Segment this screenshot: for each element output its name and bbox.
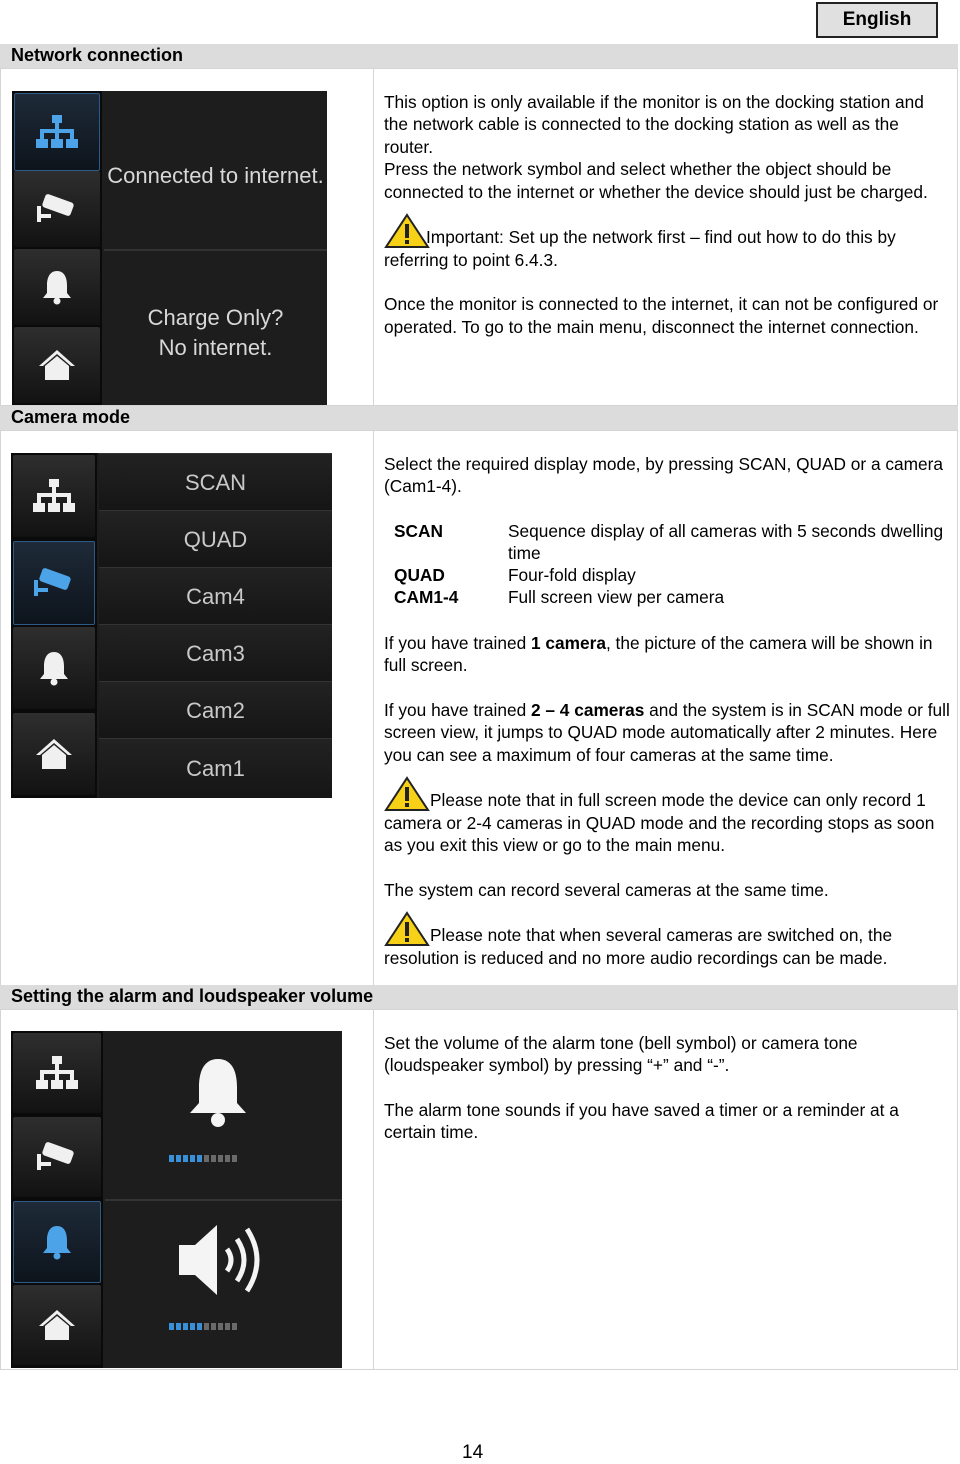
- menu-item-cam2[interactable]: Cam2: [99, 681, 332, 739]
- bell-nav-button[interactable]: [14, 249, 100, 325]
- network-screen: [12, 91, 327, 405]
- camera-icon: [35, 192, 79, 226]
- warning-icon: [384, 776, 430, 812]
- volume-segment: [183, 1323, 188, 1330]
- bell-icon: [40, 269, 74, 305]
- volume-segment: [197, 1323, 202, 1330]
- alarm-description: [384, 1032, 952, 1144]
- alarm-volume-control[interactable]: [105, 1031, 342, 1197]
- network-icon: [33, 478, 75, 514]
- screen-divider: [104, 249, 327, 251]
- resolution-note-text: Please note that when several cameras are switched on, the resolution is reduced and no more audio recordings can be made.: [384, 925, 893, 969]
- mode-desc-cam: Full screen view per camera: [508, 587, 725, 607]
- charge-only-option[interactable]: [104, 303, 327, 363]
- volume-segment: [204, 1323, 209, 1330]
- several-cameras-paragraph: The system can record several cameras at the same time.: [384, 879, 829, 900]
- home-nav-button[interactable]: [13, 713, 95, 795]
- text-emphasis: 2 – 4 cameras: [530, 699, 645, 720]
- camera-nav-button[interactable]: [13, 541, 95, 625]
- volume-segment: [225, 1155, 230, 1162]
- network-icon: [36, 1055, 78, 1091]
- text-run: If you have trained: [384, 633, 531, 653]
- speaker-volume-bar: [169, 1323, 237, 1330]
- bell-icon: [37, 650, 71, 686]
- large-bell-icon: [187, 1057, 249, 1129]
- volume-segment: [211, 1323, 216, 1330]
- network-paragraph-2: Press the network symbol and select whether the object should be connected to the internet or whether the device should just be charged.: [384, 159, 928, 202]
- text-emphasis: 1 camera: [530, 633, 606, 653]
- camera-intro-text: Select the required display mode, by pressing SCAN, QUAD or a camera (Cam1-4).: [384, 454, 944, 497]
- camera-mode-screen: [11, 453, 332, 798]
- bell-icon: [40, 1224, 74, 1260]
- language-label: English: [816, 2, 938, 38]
- network-paragraph-1: This option is only available if the monitor is on the docking station and the network cable is connected to the docking station as well as the router.: [384, 92, 924, 157]
- mode-list: [394, 520, 954, 612]
- no-internet-text: No internet.: [158, 335, 273, 360]
- camera-menu: [99, 453, 332, 798]
- warning-icon: [384, 213, 430, 249]
- mode-key-cam: CAM1-4: [394, 587, 459, 607]
- menu-item-cam3[interactable]: Cam3: [99, 624, 332, 682]
- volume-segment: [183, 1155, 188, 1162]
- volume-segment: [176, 1155, 181, 1162]
- camera-icon: [35, 1140, 79, 1174]
- alarm-paragraph-2: The alarm tone sounds if you have saved a timer or a reminder at a certain time.: [384, 1099, 899, 1143]
- mode-key-scan: SCAN: [394, 521, 443, 541]
- home-nav-button[interactable]: [14, 327, 100, 403]
- volume-segment: [169, 1323, 174, 1330]
- volume-segment: [176, 1323, 181, 1330]
- record-note: [384, 776, 952, 857]
- volume-segment: [211, 1155, 216, 1162]
- home-nav-button[interactable]: [13, 1285, 101, 1365]
- network-nav-button[interactable]: [14, 93, 100, 171]
- network-important: [384, 213, 952, 271]
- menu-item-cam4[interactable]: Cam4: [99, 567, 332, 625]
- volume-segment: [169, 1155, 174, 1162]
- multi-camera-paragraph: [384, 699, 952, 766]
- volume-segment: [232, 1155, 237, 1162]
- warning-icon: [384, 911, 430, 947]
- volume-segment: [232, 1323, 237, 1330]
- text-run: If you have trained: [384, 699, 531, 720]
- bell-nav-button[interactable]: [13, 627, 95, 709]
- page-number: 14: [462, 1442, 484, 1463]
- camera-intro: [384, 453, 952, 498]
- volume-screen: [11, 1031, 342, 1368]
- section-title-alarm: Setting the alarm and loudspeaker volume: [0, 985, 958, 1009]
- speaker-volume-control[interactable]: [105, 1201, 342, 1368]
- alarm-volume-bar: [169, 1155, 237, 1162]
- menu-item-cam1[interactable]: Cam1: [99, 738, 332, 798]
- text-run: , the picture of the camera will be shown in full screen.: [384, 633, 933, 676]
- resolution-note: [384, 911, 952, 969]
- volume-segment: [218, 1155, 223, 1162]
- nav-bar: [11, 1031, 103, 1368]
- nav-bar: [11, 453, 97, 798]
- charge-only-text: Charge Only?: [147, 305, 284, 330]
- record-note-text: Please note that in full screen mode the device can only record 1 camera or 2-4 cameras in QUAD mode and the recording stops as soon as you exit this view or go to the main menu.: [384, 790, 935, 856]
- volume-segment: [218, 1323, 223, 1330]
- connected-status-text[interactable]: Connected to internet.: [107, 163, 324, 188]
- network-icon: [36, 114, 78, 150]
- network-nav-button[interactable]: [13, 455, 95, 537]
- home-icon: [37, 348, 77, 382]
- menu-item-scan[interactable]: SCAN: [99, 453, 332, 511]
- important-text: Important: Set up the network first – find out how to do this by referring to point 6.4.3.: [384, 227, 896, 271]
- network-nav-button[interactable]: [13, 1033, 101, 1113]
- volume-segment: [190, 1155, 195, 1162]
- section-title-network: Network connection: [0, 44, 958, 68]
- camera-icon: [32, 566, 76, 600]
- home-icon: [34, 737, 74, 771]
- mode-desc-quad: Four-fold display: [508, 565, 636, 585]
- volume-segment: [197, 1155, 202, 1162]
- camera-description: [384, 632, 952, 970]
- mode-desc-scan: Sequence display of all cameras with 5 seconds dwelling time: [508, 521, 944, 564]
- one-camera-paragraph: [384, 632, 952, 677]
- camera-nav-button[interactable]: [13, 1117, 101, 1197]
- home-icon: [37, 1308, 77, 1342]
- nav-bar: [12, 91, 102, 405]
- section-title-camera: Camera mode: [0, 406, 958, 430]
- volume-segment: [190, 1323, 195, 1330]
- camera-nav-button[interactable]: [14, 171, 100, 247]
- bell-nav-button[interactable]: [13, 1201, 101, 1283]
- network-description: [384, 91, 952, 338]
- network-paragraph-3: Once the monitor is connected to the internet, it can not be configured or operated. To go to the main menu, disconnect the internet connection.: [384, 294, 939, 337]
- volume-segment: [225, 1323, 230, 1330]
- menu-item-quad[interactable]: QUAD: [99, 510, 332, 568]
- mode-key-quad: QUAD: [394, 565, 445, 585]
- volume-segment: [204, 1155, 209, 1162]
- alarm-paragraph-1: Set the volume of the alarm tone (bell symbol) or camera tone (loudspeaker symbol) by pressing “+” and “-”.: [384, 1033, 858, 1076]
- speaker-icon: [175, 1215, 265, 1305]
- text-run: and the system is in SCAN mode or full screen view, it jumps to QUAD mode automatically after 2 minutes. Here you can see a maximum of four cameras at the same time.: [384, 699, 950, 765]
